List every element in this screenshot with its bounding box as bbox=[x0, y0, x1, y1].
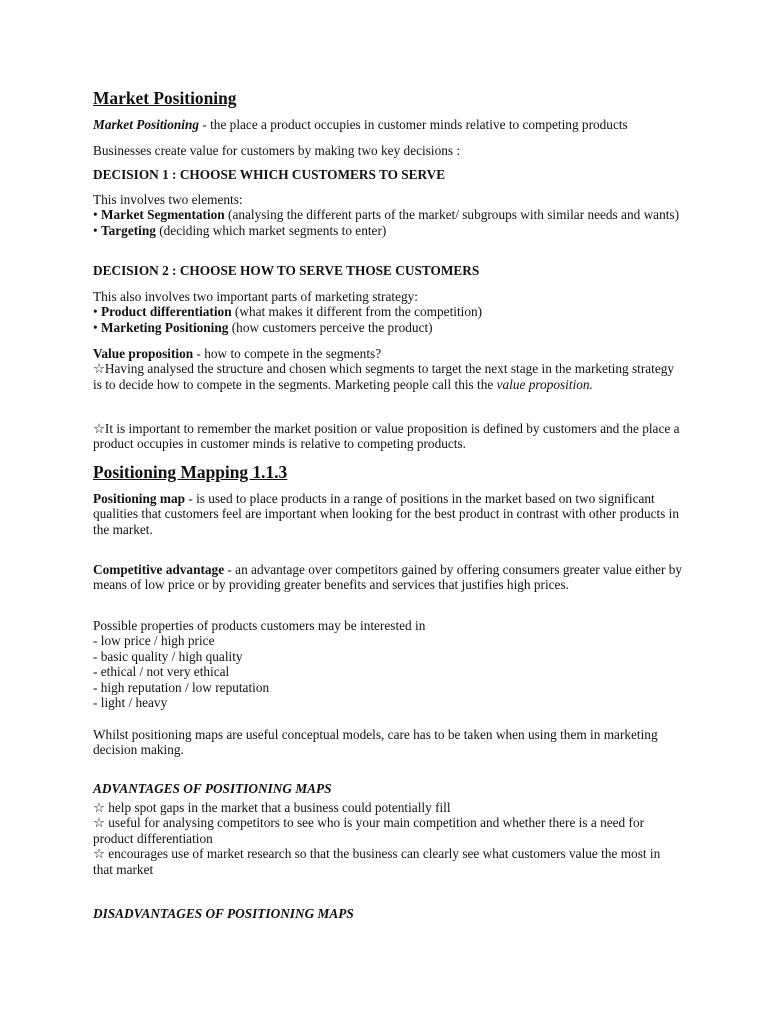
decision-2-bullet-1 bbox=[93, 304, 683, 319]
bullet-text: (what makes it different from the competition) bbox=[231, 304, 483, 320]
value-proposition-lead bbox=[93, 346, 683, 361]
decision-2-bullet-2 bbox=[93, 320, 683, 335]
bullet-mark: • bbox=[93, 319, 101, 335]
page-title: Market Positioning bbox=[93, 88, 237, 108]
bullet-mark: • bbox=[93, 304, 101, 320]
value-proposition-para-1 bbox=[93, 361, 683, 392]
value-proposition-section bbox=[93, 346, 683, 392]
list-item: - low price / high price bbox=[93, 633, 215, 649]
competitive-advantage-definition bbox=[93, 562, 683, 593]
decision-1-bullet-2 bbox=[93, 223, 683, 238]
decision-2-lead: This also involves two important parts of marketing strategy: bbox=[93, 289, 418, 304]
list-item: - basic quality / high quality bbox=[93, 648, 243, 664]
bullet-text: (deciding which market segments to enter) bbox=[155, 222, 387, 238]
list-item: - ethical / not very ethical bbox=[93, 664, 230, 680]
definition-text: - the place a product occupies in customer minds relative to competing products bbox=[199, 117, 628, 132]
decision-1-bullet-1 bbox=[93, 207, 683, 222]
advantages-heading: ADVANTAGES OF POSITIONING MAPS bbox=[93, 781, 332, 796]
bullet-term: Marketing Positioning bbox=[100, 319, 229, 335]
positioning-map-definition bbox=[93, 491, 683, 537]
section-title-positioning-mapping: Positioning Mapping 1.1.3 bbox=[93, 462, 288, 482]
decision-1-body bbox=[93, 192, 683, 238]
positioning-map-term: Positioning map bbox=[93, 491, 185, 506]
value-proposition-para-2: ☆It is important to remember the market position or value proposition is defined by customers and the place a product occupies in customer minds is relative to competing products. bbox=[93, 421, 680, 452]
decision-2-body bbox=[93, 289, 683, 335]
list-item: ☆ useful for analysing competitors to see who is your main competition and whether there is a need for product differentiation bbox=[93, 815, 645, 846]
advantages-list bbox=[93, 800, 683, 877]
list-item: - high reputation / low reputation bbox=[93, 679, 270, 695]
properties-lead: Possible properties of products customers may be interested in bbox=[93, 618, 426, 633]
bullet-term: Product differentiation bbox=[100, 304, 232, 320]
decision-1-lead: This involves two elements: bbox=[93, 192, 243, 207]
para-text: ☆Having analysed the structure and chosen which segments to target the next stage in the marketing strategy is to decide how to compete in the segments. Marketing people call this the bbox=[93, 361, 675, 392]
para-italic: value proposition. bbox=[496, 376, 593, 392]
bullet-text: (analysing the different parts of the market/ subgroups with similar needs and wants) bbox=[224, 207, 680, 223]
definition-market-positioning bbox=[93, 117, 683, 132]
list-item: ☆ help spot gaps in the market that a business could potentially fill bbox=[93, 800, 451, 815]
decision-2-heading: DECISION 2 : CHOOSE HOW TO SERVE THOSE CUSTOMERS bbox=[93, 263, 480, 278]
value-proposition-term: Value proposition bbox=[93, 346, 194, 361]
bullet-mark: • bbox=[93, 222, 101, 238]
bullet-term: Targeting bbox=[100, 222, 156, 238]
competitive-advantage-term: Competitive advantage bbox=[93, 562, 225, 577]
bullet-text: (how customers perceive the product) bbox=[228, 319, 433, 335]
decision-1-heading: DECISION 1 : CHOOSE WHICH CUSTOMERS TO SERVE bbox=[93, 167, 446, 182]
list-item: - light / heavy bbox=[93, 695, 168, 711]
list-item: ☆ encourages use of market research so that the business can clearly see what customers value the most in that market bbox=[93, 846, 661, 877]
definition-term: Market Positioning bbox=[93, 117, 200, 132]
bullet-term: Market Segmentation bbox=[100, 207, 225, 223]
bullet-mark: • bbox=[93, 207, 101, 223]
value-proposition-text: - how to compete in the segments? bbox=[193, 346, 382, 361]
positioning-map-text: - is used to place products in a range of positions in the market based on two significant qualities that customers feel are important when looking for the best product in contrast with other products in the market. bbox=[93, 491, 680, 537]
properties-list bbox=[93, 618, 683, 710]
disadvantages-heading: DISADVANTAGES OF POSITIONING MAPS bbox=[93, 906, 354, 921]
intro-text: Businesses create value for customers by making two key decisions : bbox=[93, 143, 461, 158]
competitive-advantage-text: - an advantage over competitors gained by offering consumers greater value either by means of low price or by providing greater benefits and services that justifies high prices. bbox=[93, 562, 683, 593]
whilst-paragraph: Whilst positioning maps are useful conceptual models, care has to be taken when using them in marketing decision making. bbox=[93, 727, 658, 758]
